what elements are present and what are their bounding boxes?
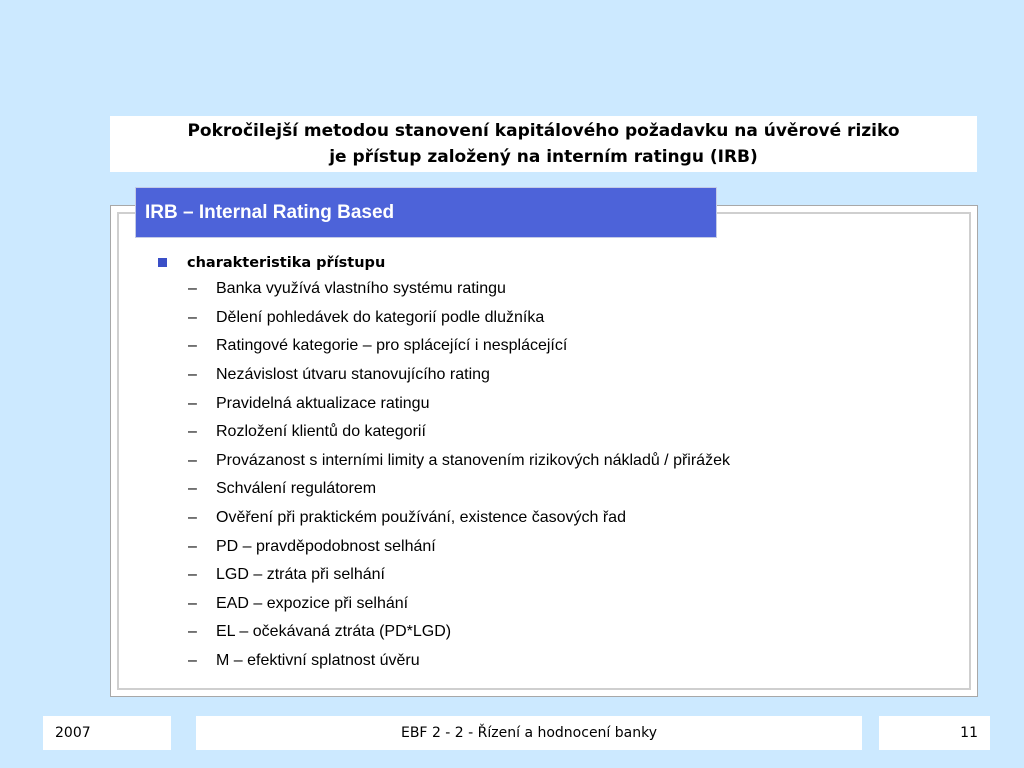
dash-bullet-icon: – xyxy=(188,451,197,469)
sub-item xyxy=(158,361,958,390)
slide-title-line-2: je přístup založený na interním ratingu (IRB) xyxy=(329,147,758,167)
footer-year-label: 2007 xyxy=(55,725,91,741)
sub-item-label: Provázanost s interními limity a stanovením rizikových nákladů / přirážek xyxy=(216,451,730,469)
footer-year xyxy=(43,716,171,750)
bullet-item xyxy=(158,250,958,275)
footer-page-number xyxy=(879,716,990,750)
dash-bullet-icon: – xyxy=(188,652,197,670)
footer-page-label: 11 xyxy=(960,725,978,741)
sub-item xyxy=(158,418,958,447)
sub-item xyxy=(158,447,958,476)
sub-item xyxy=(158,532,958,561)
sub-item-label: Dělení pohledávek do kategorií podle dlužníka xyxy=(216,308,545,326)
bullet-list xyxy=(158,250,958,675)
sub-item xyxy=(158,275,958,304)
sub-item xyxy=(158,647,958,676)
footer-course-label: EBF 2 - 2 - Řízení a hodnocení banky xyxy=(400,725,657,741)
sub-item-label: Schválení regulátorem xyxy=(216,480,377,498)
sub-item-label: Rozložení klientů do kategorií xyxy=(216,423,426,441)
dash-bullet-icon: – xyxy=(188,509,197,527)
sub-item-label: Nezávislost útvaru stanovujícího rating xyxy=(216,366,490,384)
dash-bullet-icon: – xyxy=(188,480,197,498)
sub-item xyxy=(158,332,958,361)
dash-bullet-icon: – xyxy=(188,594,197,612)
sub-item-label: M – efektivní splatnost úvěru xyxy=(216,652,420,670)
dash-bullet-icon: – xyxy=(188,394,197,412)
sub-item xyxy=(158,618,958,647)
sub-item-list xyxy=(158,275,958,675)
slide-title-line-1: Pokročilejší metodou stanovení kapitálového požadavku na úvěrové riziko xyxy=(187,121,900,141)
dash-bullet-icon: – xyxy=(188,337,197,355)
square-bullet-icon xyxy=(158,258,167,267)
dash-bullet-icon: – xyxy=(188,366,197,384)
sub-item xyxy=(158,389,958,418)
sub-item-label: Ověření při praktickém používání, existence časových řad xyxy=(216,509,626,527)
sub-item-label: Pravidelná aktualizace ratingu xyxy=(216,394,430,412)
dash-bullet-icon: – xyxy=(188,566,197,584)
dash-bullet-icon: – xyxy=(188,623,197,641)
dash-bullet-icon: – xyxy=(188,423,197,441)
sub-item-label: Ratingové kategorie – pro splácející i nesplácející xyxy=(216,337,568,355)
sub-item-label: EL – očekávaná ztráta (PD*LGD) xyxy=(216,623,452,641)
footer-course xyxy=(196,716,862,750)
sub-item-label: LGD – ztráta při selhání xyxy=(216,566,385,584)
sub-item xyxy=(158,475,958,504)
sub-item xyxy=(158,561,958,590)
section-header xyxy=(135,187,717,238)
dash-bullet-icon: – xyxy=(188,280,197,298)
slide-title xyxy=(110,116,977,172)
dash-bullet-icon: – xyxy=(188,308,197,326)
sub-item-label: EAD – expozice při selhání xyxy=(216,594,409,612)
sub-item-label: Banka využívá vlastního systému ratingu xyxy=(216,280,506,298)
dash-bullet-icon: – xyxy=(188,537,197,555)
sub-item xyxy=(158,590,958,619)
sub-item-label: PD – pravděpodobnost selhání xyxy=(216,537,436,555)
sub-item xyxy=(158,304,958,333)
section-header-label: IRB – Internal Rating Based xyxy=(145,201,395,223)
bullet-item-label: charakteristika přístupu xyxy=(187,254,386,271)
sub-item xyxy=(158,504,958,533)
